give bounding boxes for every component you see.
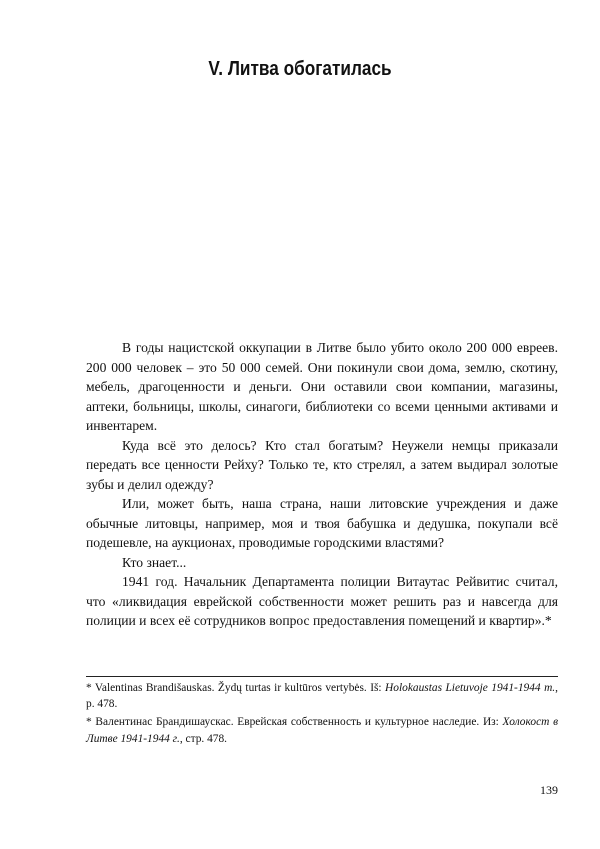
footnote-source-title: Холокост в Литве 1941-1944 г. [86,716,559,745]
footnote-page: , p. 478. [86,682,559,711]
footnote [86,680,558,712]
paragraph: Куда всё это делось? Кто стал богатым? Неужели немцы приказали передать все ценности Рейху? Только те, кто стрелял, а затем выдирал золотые зубы и делил одежду? [86,437,558,492]
paragraph: 1941 год. Начальник Департамента полиции Витаутас Рейвитис считал, что «ликвидация еврейской собственности может решить раз и навсегда для полиции и всех её сотрудников вопрос предоставления помещений и квартир».* [86,574,558,628]
page-number: 139 [540,783,558,797]
footnote-separator [86,676,558,677]
footnote [86,714,558,746]
paragraph: Или, может быть, наша страна, наши литовские учреждения и даже обычные литовцы, например, моя и твоя бабушка и дедушка, покупали всё подешевле, на аукционах, проводимые городскими властями? [86,496,558,550]
paragraph: Кто знает... [122,554,187,570]
body-text [86,338,558,631]
footnote-source-title: Holokaustas Lietuvoje 1941-1944 m. [385,682,556,694]
chapter-title: V. Литва обогатилась [208,58,392,80]
footnotes [86,680,558,749]
footnote-text: * Валентинас Брандишаускас. Еврейская собственность и культурное наследие. Из: [86,716,503,729]
paragraph: В годы нацистской оккупации в Литве было убито около 200 000 евреев. 200 000 человек – это 50 000 семей. Они покинули свои дома, землю, скотину, мебель, драгоценности и деньги. Они оставили свои компании, магазины, аптеки, больницы, школы, синагоги, библиотеки со всеми ценными активами и инвентарем. [86,340,558,433]
footnote-text: * Valentinas Brandišauskas. Žydų turtas ir kultūros vertybės. Iš: [86,682,386,694]
footnote-page: , стр. 478. [179,732,228,745]
